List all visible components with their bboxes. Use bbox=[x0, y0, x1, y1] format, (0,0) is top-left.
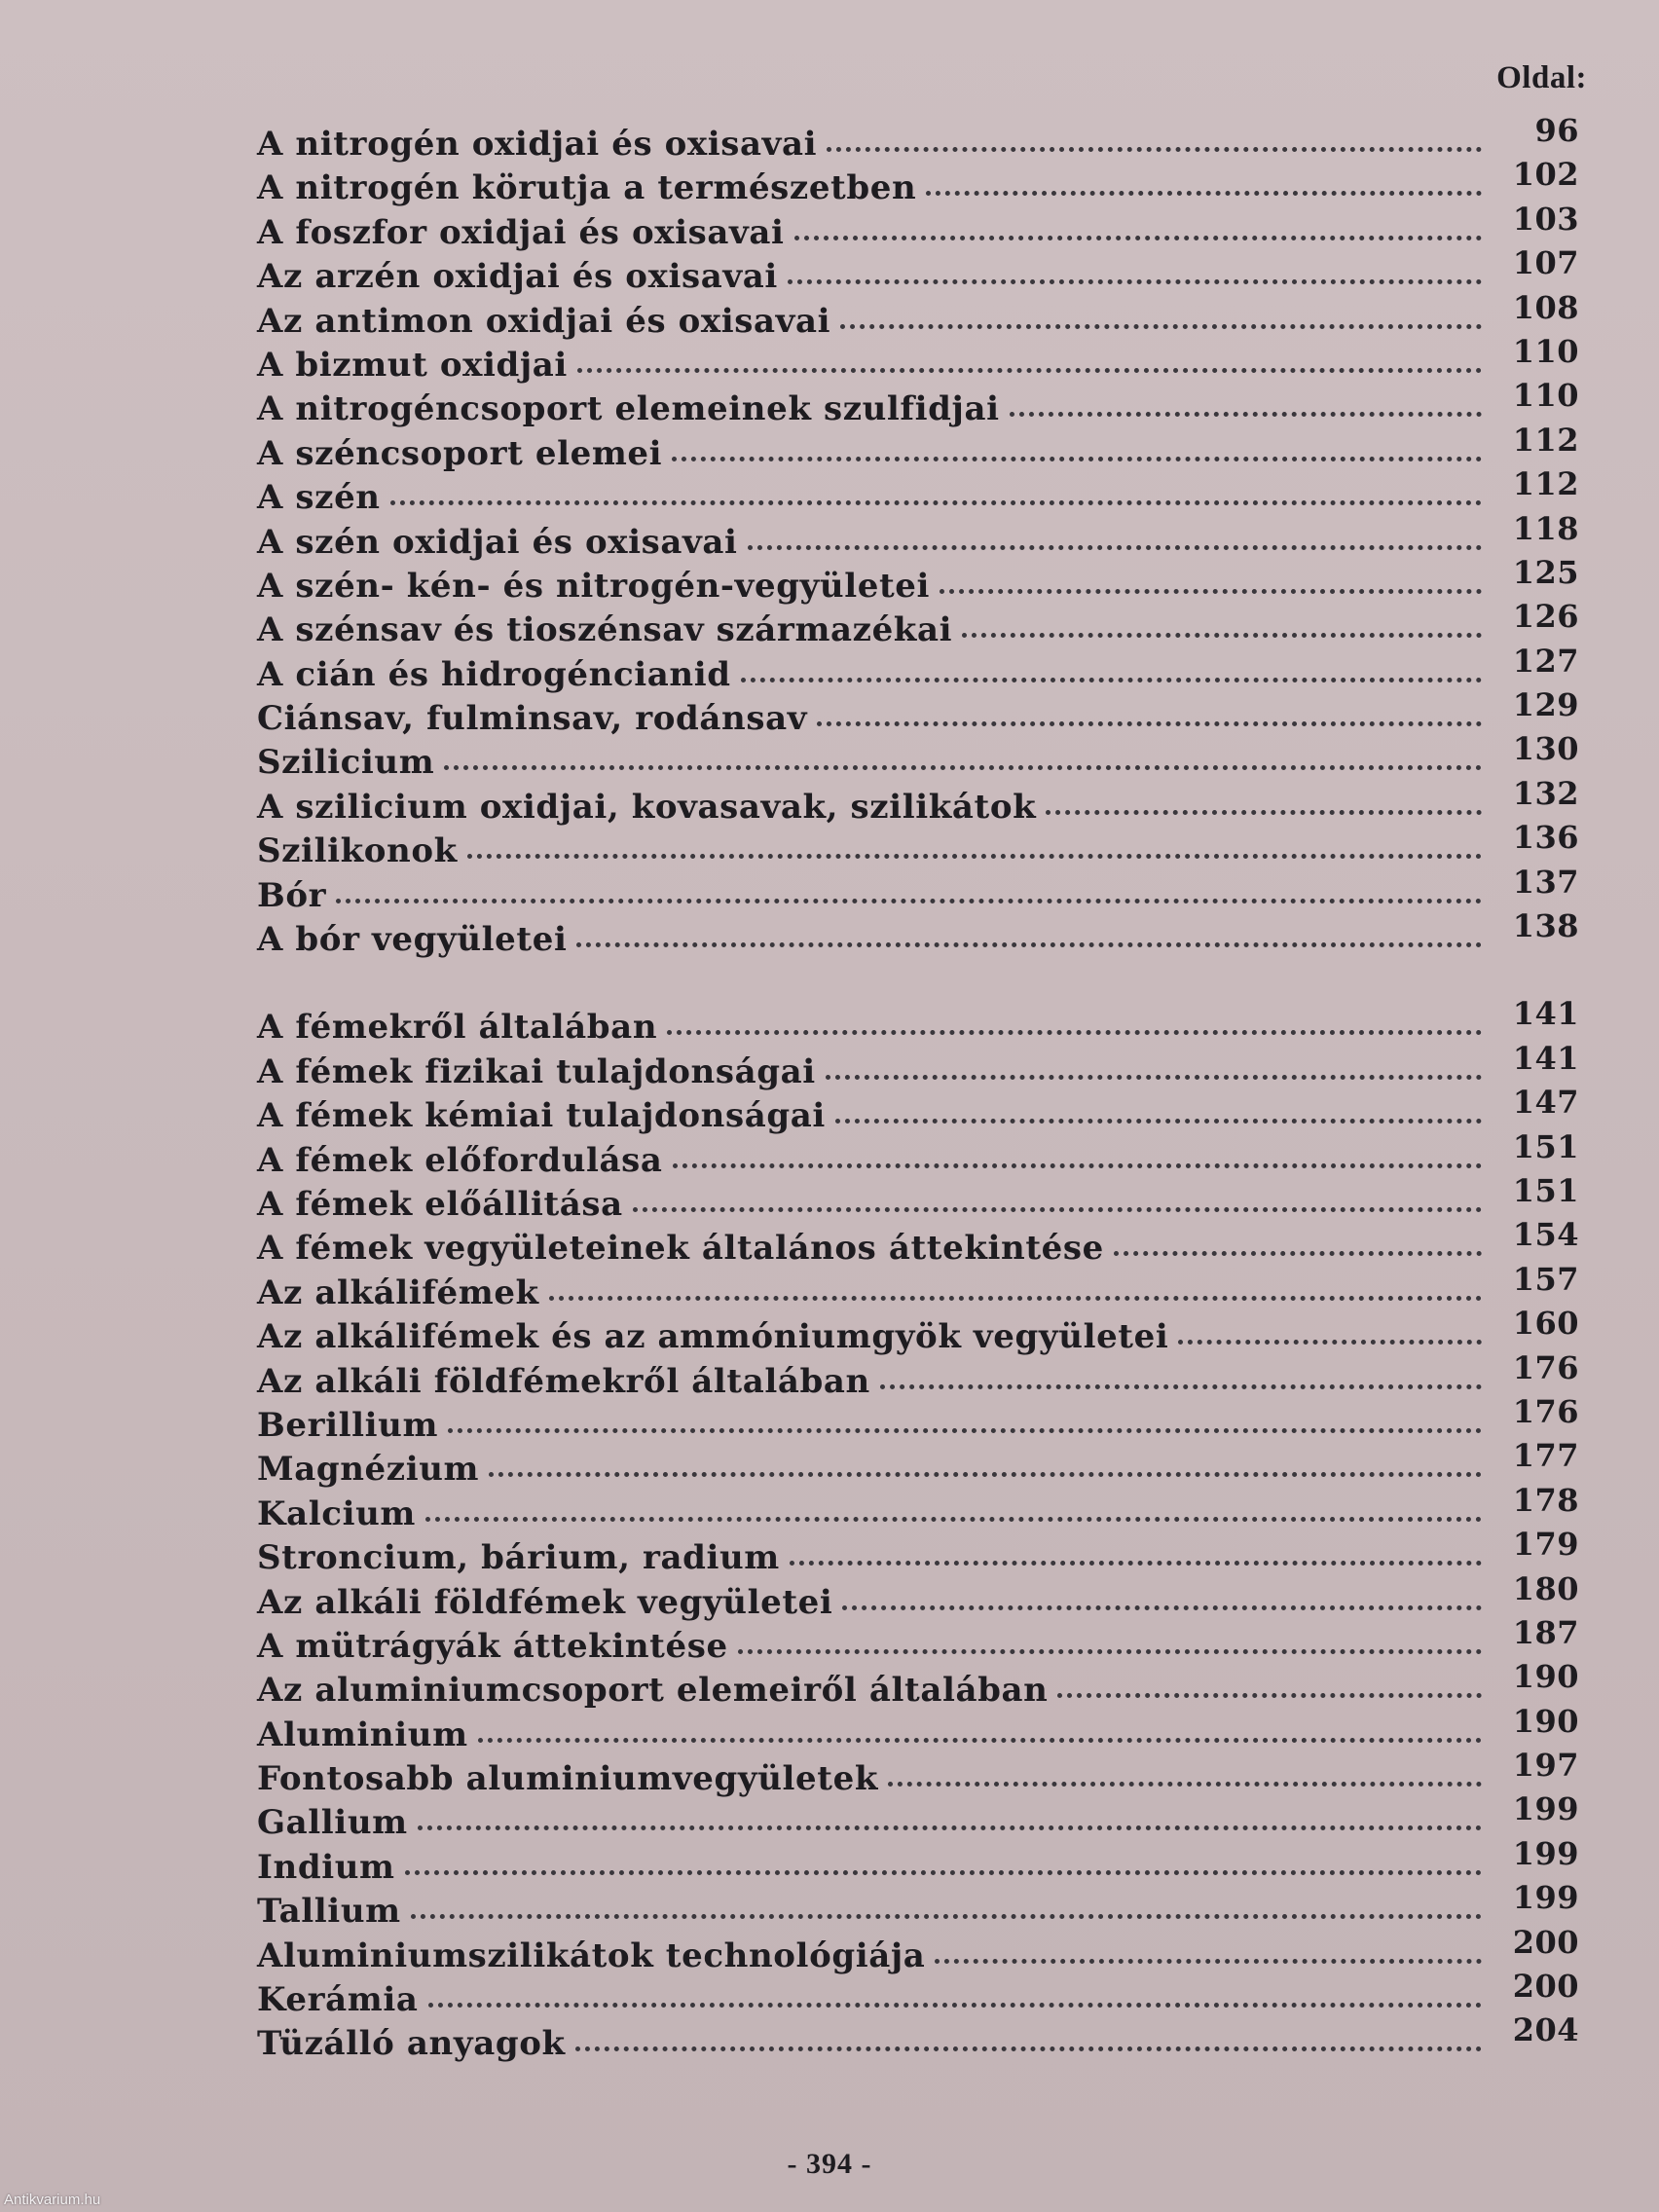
toc-entry bbox=[257, 1702, 1579, 1757]
toc-entry-title: A szén oxidjai és oxisavai bbox=[257, 522, 738, 562]
dot-leader bbox=[448, 1428, 1482, 1433]
dot-leader bbox=[827, 147, 1482, 152]
toc-entry bbox=[257, 1039, 1579, 1094]
toc-entry-page: 179 bbox=[1512, 1526, 1579, 1564]
toc-entry-title: A bizmut oxidjai bbox=[257, 345, 568, 385]
toc-entry-page: 199 bbox=[1512, 1834, 1579, 1872]
dot-leader bbox=[738, 1649, 1482, 1654]
toc-entry-page: 108 bbox=[1512, 288, 1579, 326]
toc-entry-page: 102 bbox=[1512, 156, 1579, 194]
dot-leader bbox=[788, 279, 1482, 284]
toc-entry-page: 126 bbox=[1512, 598, 1579, 636]
toc-entry-page: 118 bbox=[1512, 509, 1579, 547]
toc-entry bbox=[257, 1968, 1579, 2022]
dot-leader bbox=[888, 1782, 1482, 1787]
toc-entry-page: 199 bbox=[1512, 1879, 1579, 1917]
toc-entry bbox=[257, 774, 1579, 830]
watermark: Antikvarium.hu bbox=[4, 2192, 101, 2208]
toc-entry-title: A fémekről általában bbox=[257, 1008, 658, 1048]
toc-entry bbox=[257, 642, 1579, 697]
toc-entry-page: 141 bbox=[1512, 1039, 1579, 1077]
dot-leader bbox=[444, 765, 1482, 770]
toc-entry-page: 138 bbox=[1512, 907, 1579, 945]
dot-leader bbox=[405, 1870, 1482, 1875]
toc-entry-title: A fémek előállitása bbox=[257, 1184, 623, 1224]
toc-entry-title: Az alkálifémek és az ammóniumgyök vegyületei bbox=[257, 1317, 1169, 1357]
toc-entry-title: Szilicium bbox=[257, 743, 435, 783]
toc-entry-title: A fémek előfordulása bbox=[257, 1140, 663, 1180]
toc-section bbox=[257, 995, 1579, 2066]
toc-entry-page: 112 bbox=[1512, 465, 1579, 503]
toc-entry-title: A cián és hidrogéncianid bbox=[257, 654, 731, 694]
dot-leader bbox=[672, 457, 1482, 461]
toc-entry-title: A széncsoport elemei bbox=[257, 433, 663, 473]
toc-entry-page: 180 bbox=[1512, 1569, 1579, 1607]
toc-entry bbox=[257, 465, 1579, 520]
toc-entry bbox=[257, 598, 1579, 652]
toc-entry bbox=[257, 1171, 1579, 1227]
toc-entry-title: Ciánsav, fulminsav, rodánsav bbox=[257, 699, 808, 739]
dot-leader bbox=[418, 1825, 1482, 1830]
toc-entry bbox=[257, 1216, 1579, 1271]
dot-leader bbox=[840, 324, 1482, 329]
toc-entry bbox=[257, 686, 1579, 741]
dot-leader bbox=[748, 545, 1482, 550]
toc-entry-page: 197 bbox=[1512, 1747, 1579, 1785]
toc-entry bbox=[257, 200, 1579, 255]
toc-entry-page: 157 bbox=[1512, 1260, 1579, 1298]
toc-entry bbox=[257, 1392, 1579, 1448]
toc-entry bbox=[257, 730, 1579, 785]
toc-entry-title: Indium bbox=[257, 1847, 395, 1887]
toc-entry-page: 103 bbox=[1512, 200, 1579, 238]
toc-entry bbox=[257, 553, 1579, 608]
toc-entry-title: Az antimon oxidjai és oxisavai bbox=[257, 301, 831, 341]
dot-leader bbox=[1046, 810, 1482, 815]
toc-entry-page: 141 bbox=[1512, 995, 1579, 1033]
toc-entry-page: 177 bbox=[1512, 1437, 1579, 1475]
dot-leader bbox=[1057, 1693, 1482, 1698]
toc-entry-title: Az alkáli földfémek vegyületei bbox=[257, 1582, 833, 1622]
page-number: - 394 - bbox=[787, 2148, 872, 2180]
toc-entry bbox=[257, 1658, 1579, 1713]
dot-leader bbox=[549, 1296, 1482, 1301]
toc-entry-page: 127 bbox=[1512, 642, 1579, 680]
toc-entry bbox=[257, 1569, 1579, 1625]
toc-entry bbox=[257, 1348, 1579, 1404]
toc-entry bbox=[257, 509, 1579, 565]
toc-entry bbox=[257, 995, 1579, 1050]
toc-entry bbox=[257, 1260, 1579, 1315]
toc-entry-page: 178 bbox=[1512, 1481, 1579, 1519]
toc-entry-page: 151 bbox=[1512, 1171, 1579, 1209]
dot-leader bbox=[576, 942, 1482, 947]
dot-leader bbox=[577, 368, 1482, 373]
toc-entry bbox=[257, 332, 1579, 387]
toc-entry-page: 200 bbox=[1512, 1968, 1579, 2006]
toc-entry-title: A bór vegyületei bbox=[257, 920, 568, 960]
toc-entry-title: A foszfor oxidjai és oxisavai bbox=[257, 212, 785, 252]
toc-entry-title: A szénsav és tioszénsav származékai bbox=[257, 610, 953, 650]
dot-leader bbox=[467, 854, 1482, 859]
toc-entry bbox=[257, 112, 1579, 166]
toc-entry-title: Kalcium bbox=[257, 1493, 417, 1533]
toc-entry bbox=[257, 288, 1579, 344]
toc-entry-title: Fontosabb aluminiumvegyületek bbox=[257, 1759, 878, 1799]
toc-entry-title: Bór bbox=[257, 875, 327, 915]
toc-entry-title: A szilicium oxidjai, kovasavak, szilikátok bbox=[257, 787, 1037, 827]
toc-entry bbox=[257, 819, 1579, 873]
toc-entry-page: 125 bbox=[1512, 553, 1579, 591]
toc-entry-page: 147 bbox=[1512, 1084, 1579, 1122]
toc-entry bbox=[257, 2011, 1579, 2066]
toc-entry bbox=[257, 1747, 1579, 1801]
toc-entry-title: Az alkálifémek bbox=[257, 1272, 539, 1312]
toc-entry-page: 176 bbox=[1512, 1392, 1579, 1430]
dot-leader bbox=[826, 1075, 1482, 1080]
toc-entry-page: 136 bbox=[1512, 819, 1579, 857]
toc-entry bbox=[257, 1834, 1579, 1890]
page-column-label: Oldal: bbox=[1496, 60, 1587, 95]
toc-entry bbox=[257, 1879, 1579, 1934]
toc-entry-page: 132 bbox=[1512, 774, 1579, 812]
dot-leader bbox=[794, 236, 1483, 240]
toc-entry-page: 137 bbox=[1512, 863, 1579, 901]
toc-entry-page: 110 bbox=[1512, 377, 1579, 415]
dot-leader bbox=[741, 678, 1482, 682]
toc-entry bbox=[257, 377, 1579, 431]
dot-leader bbox=[935, 1959, 1482, 1964]
toc-entry-title: Gallium bbox=[257, 1803, 408, 1843]
toc-entry-page: 96 bbox=[1534, 112, 1579, 149]
dot-leader bbox=[428, 2003, 1482, 2008]
dot-leader bbox=[1178, 1340, 1482, 1345]
toc-entry bbox=[257, 1613, 1579, 1669]
toc-entry bbox=[257, 863, 1579, 918]
dot-leader bbox=[633, 1207, 1482, 1212]
toc-entry-page: 190 bbox=[1512, 1658, 1579, 1696]
toc-entry-title: A fémek kémiai tulajdonságai bbox=[257, 1096, 826, 1136]
toc-entry-page: 154 bbox=[1512, 1216, 1579, 1254]
toc-entry-title: Berillium bbox=[257, 1405, 439, 1445]
toc-entry-page: 130 bbox=[1512, 730, 1579, 768]
dot-leader bbox=[1114, 1251, 1482, 1256]
toc-entry bbox=[257, 1084, 1579, 1138]
dot-leader bbox=[478, 1738, 1482, 1743]
toc-entry bbox=[257, 244, 1579, 299]
dot-leader bbox=[411, 1914, 1482, 1919]
toc-entry bbox=[257, 1437, 1579, 1492]
toc-entry bbox=[257, 156, 1579, 210]
toc-entry-title: Aluminiumszilikátok technológiája bbox=[257, 1936, 926, 1975]
toc-entry bbox=[257, 1526, 1579, 1580]
toc-entry-title: A mütrágyák áttekintése bbox=[257, 1626, 728, 1666]
dot-leader bbox=[842, 1605, 1482, 1610]
toc-entry-title: Magnézium bbox=[257, 1450, 480, 1490]
toc-entry-title: A nitrogéncsoport elemeinek szulfidjai bbox=[257, 389, 1000, 429]
dot-leader bbox=[926, 191, 1482, 196]
toc-entry-page: 151 bbox=[1512, 1127, 1579, 1165]
toc-entry-title: A fémek fizikai tulajdonságai bbox=[257, 1051, 816, 1091]
toc-entry-title: A szén bbox=[257, 478, 381, 518]
toc-entry-title: A szén- kén- és nitrogén-vegyületei bbox=[257, 566, 931, 606]
toc-entry-title: A nitrogén körutja a természetben bbox=[257, 168, 917, 208]
dot-leader bbox=[835, 1119, 1482, 1124]
toc-entry-title: A nitrogén oxidjai és oxisavai bbox=[257, 125, 818, 164]
toc-entry-page: 160 bbox=[1512, 1305, 1579, 1343]
toc-entry-title: Aluminium bbox=[257, 1714, 468, 1754]
toc-entry-title: Az aluminiumcsoport elemeiről általában bbox=[257, 1671, 1049, 1711]
toc-entry bbox=[257, 1127, 1579, 1183]
toc-entry bbox=[257, 1305, 1579, 1359]
table-of-contents bbox=[257, 112, 1579, 2067]
toc-entry-page: 112 bbox=[1512, 421, 1579, 459]
toc-section bbox=[257, 112, 1579, 962]
dot-leader bbox=[489, 1472, 1482, 1477]
toc-entry-page: 199 bbox=[1512, 1790, 1579, 1828]
toc-entry-page: 110 bbox=[1512, 332, 1579, 370]
dot-leader bbox=[390, 500, 1482, 505]
toc-entry-title: Az alkáli földfémekről általában bbox=[257, 1361, 870, 1401]
toc-entry-title: Kerámia bbox=[257, 1980, 419, 2020]
toc-entry-title: Stroncium, bárium, radium bbox=[257, 1538, 780, 1578]
toc-entry-title: Szilikonok bbox=[257, 831, 458, 871]
toc-entry bbox=[257, 1923, 1579, 1978]
dot-leader bbox=[575, 2046, 1482, 2051]
dot-leader bbox=[673, 1163, 1482, 1168]
toc-entry-title: Tallium bbox=[257, 1892, 401, 1932]
toc-entry-page: 107 bbox=[1512, 244, 1579, 282]
toc-entry-title: A fémek vegyületeinek általános áttekintése bbox=[257, 1229, 1104, 1269]
toc-entry bbox=[257, 421, 1579, 476]
toc-entry-title: Az arzén oxidjai és oxisavai bbox=[257, 257, 778, 297]
toc-entry-page: 187 bbox=[1512, 1613, 1579, 1651]
toc-entry-page: 129 bbox=[1512, 686, 1579, 724]
toc-entry-page: 204 bbox=[1512, 2011, 1579, 2049]
toc-entry-title: Tüzálló anyagok bbox=[257, 2024, 566, 2064]
dot-leader bbox=[880, 1384, 1482, 1389]
toc-entry bbox=[257, 1790, 1579, 1845]
toc-entry-page: 200 bbox=[1512, 1923, 1579, 1961]
toc-entry-page: 190 bbox=[1512, 1702, 1579, 1740]
toc-entry bbox=[257, 907, 1579, 962]
dot-leader bbox=[425, 1517, 1482, 1522]
dot-leader bbox=[817, 721, 1482, 726]
dot-leader bbox=[940, 589, 1482, 594]
dot-leader bbox=[667, 1030, 1482, 1035]
dot-leader bbox=[962, 633, 1482, 638]
dot-leader bbox=[1010, 412, 1482, 417]
dot-leader bbox=[336, 899, 1482, 903]
toc-entry-page: 176 bbox=[1512, 1348, 1579, 1386]
toc-entry bbox=[257, 1481, 1579, 1536]
dot-leader bbox=[790, 1561, 1482, 1566]
